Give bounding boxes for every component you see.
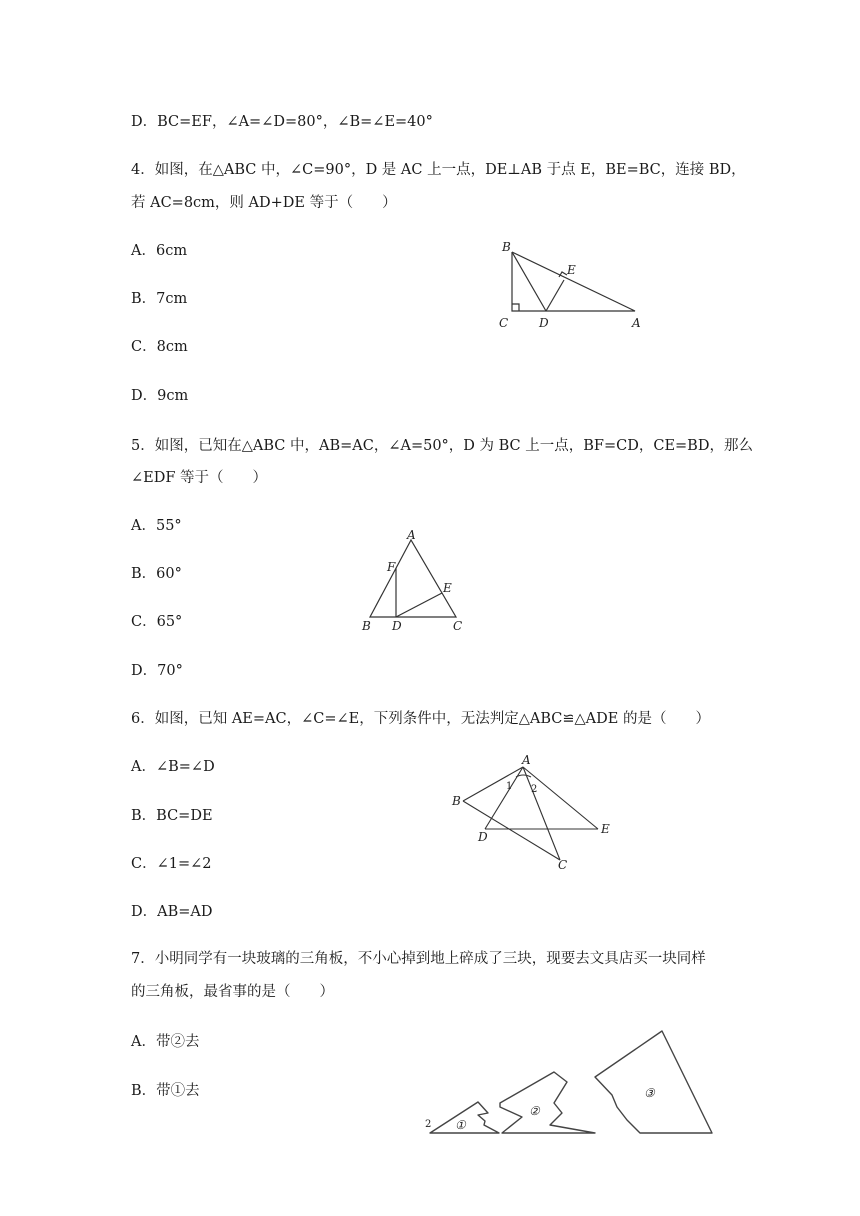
q5-label-b: B: [362, 619, 371, 633]
piece-2: [500, 1072, 595, 1133]
q7-stem-line-2: 的三角板，最省事的是（ ）: [131, 984, 334, 1000]
q7-stem-line-1: 7．小明同学有一块玻璃的三角板，不小心掉到地上碎成了三块，现要去文具店买一块同样: [131, 951, 706, 967]
q5-option-a: A．55°: [131, 518, 182, 534]
q5-label-a: A: [407, 528, 416, 542]
q6-label-1: 1: [506, 781, 513, 792]
q6-label-a: A: [522, 753, 531, 767]
q4-stem-line-2: 若 AC=8cm，则 AD+DE 等于（ ）: [131, 195, 397, 211]
q5-stem-line-1: 5．如图，已知在△ABC 中，AB=AC，∠A=50°，D 为 BC 上一点，BF=CD，CE=BD，那么: [131, 438, 753, 454]
q5-option-d: D．70°: [131, 663, 183, 679]
q5-label-f: F: [387, 560, 396, 574]
q6-option-d: D．AB=AD: [131, 904, 213, 920]
q7-figure: [422, 1025, 717, 1140]
q5-option-c: C．65°: [131, 614, 183, 630]
q4-stem-line-1: 4．如图，在△ABC 中，∠C=90°，D 是 AC 上一点，DE⊥AB 于点 E，BE=BC，连接 BD，: [131, 162, 746, 178]
q4-option-c: C．8cm: [131, 339, 188, 355]
q6-option-b: B．BC=DE: [131, 808, 213, 824]
q4-label-e: E: [567, 263, 576, 277]
q6-label-2: 2: [531, 784, 538, 795]
q5-option-b: B．60°: [131, 566, 182, 582]
q4-option-a: A．6cm: [131, 243, 188, 259]
q6-option-c: C．∠1=∠2: [131, 856, 212, 872]
q6-label-d: D: [478, 830, 488, 844]
q4-label-b: B: [502, 240, 511, 254]
q5-stem-line-2: ∠EDF 等于（ ）: [131, 470, 268, 486]
q6-option-a: A．∠B=∠D: [131, 759, 215, 775]
q4-option-d: D．9cm: [131, 388, 189, 404]
q3-option-d: D．BC=EF，∠A=∠D=80°，∠B=∠E=40°: [131, 114, 433, 130]
q4-option-b: B．7cm: [131, 291, 188, 307]
q7-piece-1-label: ①: [455, 1118, 466, 1132]
q4-label-c: C: [499, 316, 509, 330]
q5-figure: [355, 528, 475, 633]
q4-figure: [495, 238, 645, 333]
q5-label-c: C: [453, 619, 463, 633]
q6-label-b: B: [452, 794, 461, 808]
q6-figure: [445, 755, 620, 873]
q7-piece-3-label: ③: [644, 1086, 655, 1100]
q6-label-c: C: [558, 858, 568, 872]
q5-label-d: D: [392, 619, 402, 633]
piece-3: [595, 1031, 712, 1133]
q7-option-a: A．带②去: [131, 1034, 200, 1050]
q7-edge-label: 2: [425, 1119, 432, 1130]
q4-label-d: D: [539, 316, 549, 330]
q7-option-b: B．带①去: [131, 1083, 200, 1099]
q4-label-a: A: [632, 316, 641, 330]
q6-stem-line-1: 6．如图，已知 AE=AC，∠C=∠E，下列条件中，无法判定△ABC≌△ADE 的是（ ）: [131, 711, 710, 727]
q7-piece-2-label: ②: [529, 1104, 540, 1118]
q6-label-e: E: [601, 822, 610, 836]
q5-label-e: E: [443, 581, 452, 595]
